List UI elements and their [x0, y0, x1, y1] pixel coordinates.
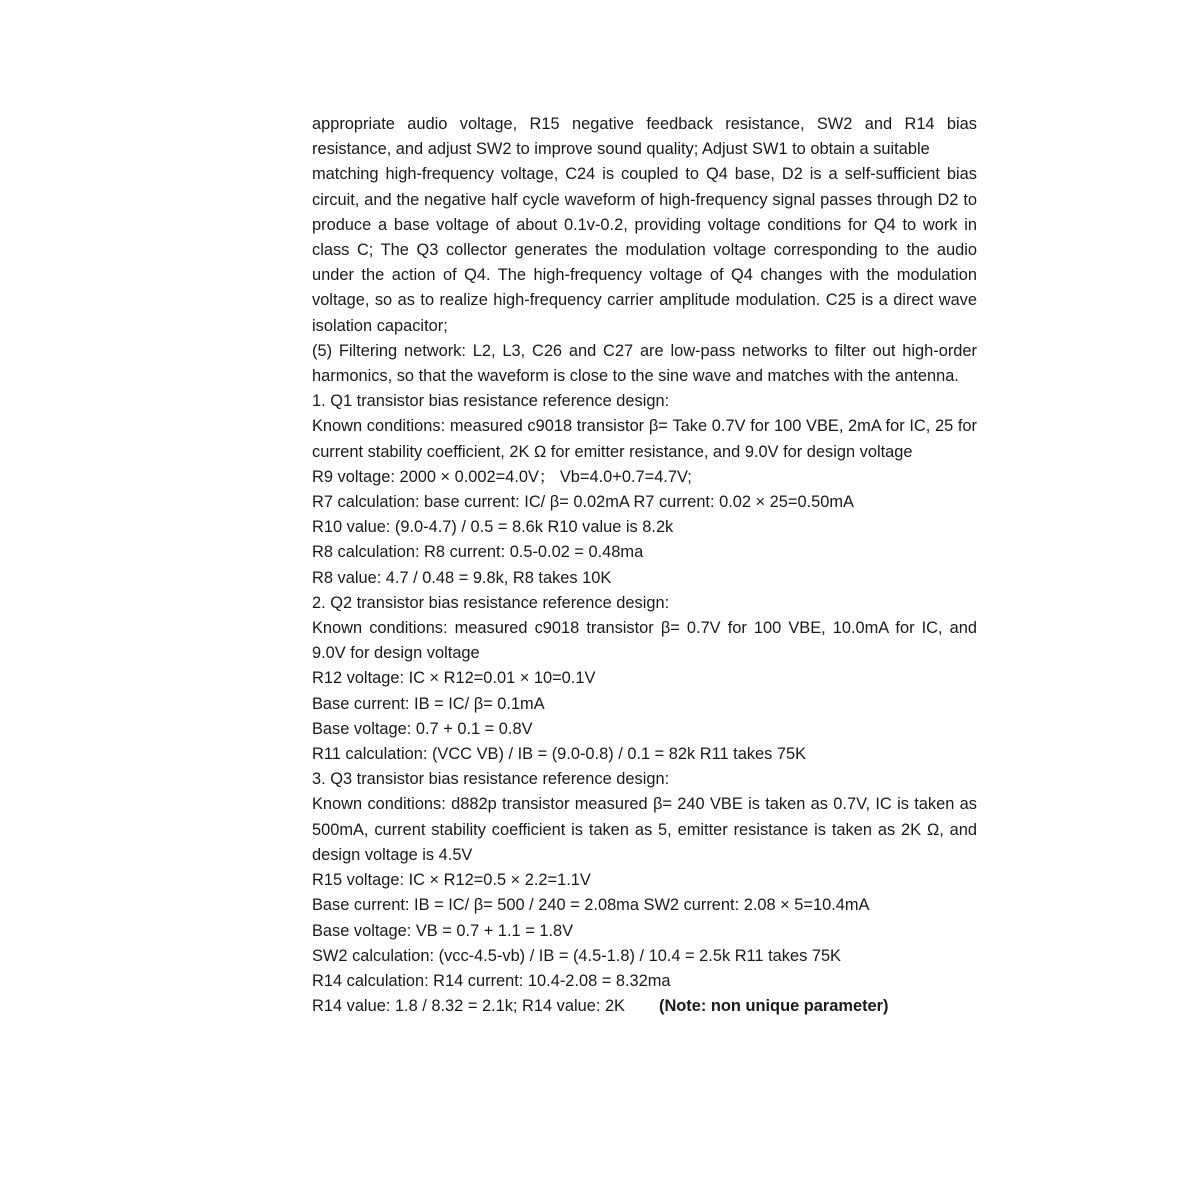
- q1-conditions: Known conditions: measured c9018 transistor β= Take 0.7V for 100 VBE, 2mA for IC, 25 for current stability coefficient, 2K Ω for emitter resistance, and 9.0V for design voltage: [312, 417, 977, 461]
- q3-conditions: Known conditions: d882p transistor measured β= 240 VBE is taken as 0.7V, IC is taken as 500mA, current stability coefficient is taken as 5, emitter resistance is taken as 2K Ω, and design voltage is 4.5V: [312, 795, 977, 864]
- document-body: [312, 112, 977, 1019]
- q3-heading: 3. Q3 transistor bias resistance reference design:: [312, 770, 670, 789]
- q2-line: R11 calculation: (VCC VB) / IB = (9.0-0.8) / 0.1 = 82k R11 takes 75K: [312, 745, 807, 764]
- q1-line: R10 value: (9.0-4.7) / 0.5 = 8.6k R10 value is 8.2k: [312, 518, 674, 537]
- paragraph-high-frequency: matching high-frequency voltage, C24 is coupled to Q4 base, D2 is a self-sufficient bias circuit, and the negative half cycle waveform of high-frequency signal passes through D2 to produce a base voltage of about 0.1v-0.2, providing voltage conditions for Q4 to work in class C; The Q3 collector generates the modulation voltage corresponding to the audio under the action of Q4. The high-frequency voltage of Q4 changes with the modulation voltage, so as to realize high-frequency carrier amplitude modulation. C25 is a direct wave isolation capacitor;: [312, 165, 977, 335]
- q1-heading: 1. Q1 transistor bias resistance reference design:: [312, 392, 670, 411]
- q3-last-line: [312, 994, 977, 1019]
- q2-conditions: Known conditions: measured c9018 transistor β= 0.7V for 100 VBE, 10.0mA for IC, and 9.0V for design voltage: [312, 619, 977, 663]
- q2-line: Base current: IB = IC/ β= 0.1mA: [312, 694, 545, 713]
- q1-line: R7 calculation: base current: IC/ β= 0.02mA R7 current: 0.02 × 25=0.50mA: [312, 493, 854, 512]
- q2-heading: 2. Q2 transistor bias resistance reference design:: [312, 593, 670, 612]
- q3-line: SW2 calculation: (vcc-4.5-vb) / IB = (4.5-1.8) / 10.4 = 2.5k R11 takes 75K: [312, 946, 841, 965]
- paragraph-audio-voltage: appropriate audio voltage, R15 negative feedback resistance, SW2 and R14 bias resistance, and adjust SW2 to improve sound quality; Adjust SW1 to obtain a suitable: [312, 115, 977, 159]
- q3-line: Base voltage: VB = 0.7 + 1.1 = 1.8V: [312, 921, 574, 940]
- q3-line: R14 calculation: R14 current: 10.4-2.08 = 8.32ma: [312, 971, 671, 990]
- q3-line: Base current: IB = IC/ β= 500 / 240 = 2.08ma SW2 current: 2.08 × 5=10.4mA: [312, 896, 870, 915]
- q1-line: R8 value: 4.7 / 0.48 = 9.8k, R8 takes 10K: [312, 568, 612, 587]
- q1-line: R8 calculation: R8 current: 0.5-0.02 = 0.48ma: [312, 543, 644, 562]
- q3-last-line-text: R14 value: 1.8 / 8.32 = 2.1k; R14 value: 2K: [312, 997, 625, 1016]
- q3-line: R15 voltage: IC × R12=0.5 × 2.2=1.1V: [312, 871, 591, 890]
- q1-line: R9 voltage: 2000 × 0.002=4.0V； Vb=4.0+0.7=4.7V;: [312, 467, 692, 486]
- q2-line: Base voltage: 0.7 + 0.1 = 0.8V: [312, 719, 533, 738]
- paragraph-filtering-network: (5) Filtering network: L2, L3, C26 and C27 are low-pass networks to filter out high-order harmonics, so that the waveform is close to the sine wave and matches with the antenna.: [312, 341, 977, 386]
- note-non-unique-parameter: (Note: non unique parameter): [659, 997, 889, 1016]
- q2-line: R12 voltage: IC × R12=0.01 × 10=0.1V: [312, 669, 596, 688]
